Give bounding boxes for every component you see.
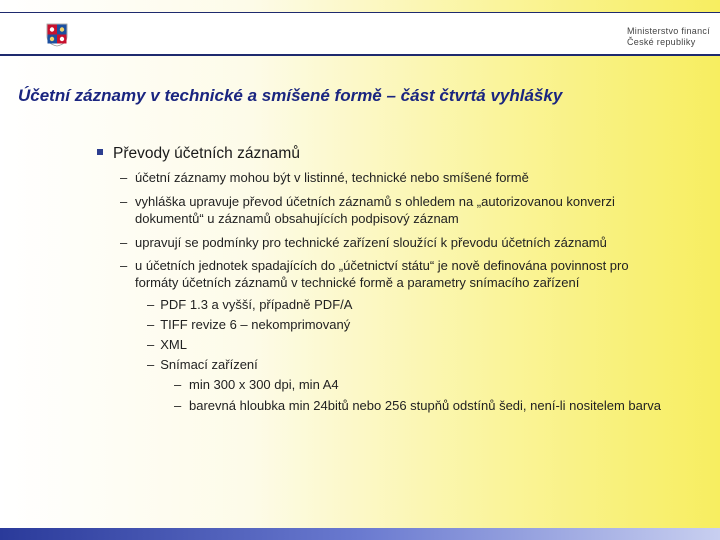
list-item [120, 169, 680, 186]
dash-marker: – [147, 297, 155, 312]
sub-list-item-text: TIFF revize 6 – nekomprimovaný [160, 317, 351, 332]
dash-marker: – [147, 357, 155, 372]
dash-marker: – [120, 170, 128, 185]
sub-list-item [147, 296, 352, 313]
footer-bar [0, 528, 720, 540]
list-item-text: účetní záznamy mohou být v listinné, technické nebo smíšené formě [135, 170, 529, 185]
czech-coat-of-arms-icon [46, 23, 68, 47]
list-item-text: vyhláška upravuje převod účetních záznamů s ohledem na „autorizovanou konverzi dokumentů“ u záznamů obsahujících podpisový záznam [135, 194, 615, 226]
sub-list-item [147, 316, 350, 333]
list-item [120, 234, 680, 251]
list-item-text: upravují se podmínky pro technické zařízení sloužící k převodu účetních záznamů [135, 235, 607, 250]
sub-list-item [147, 336, 187, 353]
list-item [120, 193, 680, 227]
list-item-text: u účetních jednotek spadajících do „účetnictví státu“ je nově definována povinnost pro formáty účetních záznamů v technické formě a parametry snímacího zařízení [135, 258, 629, 290]
ministry-name [627, 26, 710, 48]
dash-marker: – [120, 235, 128, 250]
sub-sub-list-item [174, 397, 674, 414]
list-item [120, 257, 680, 291]
sub-list-item-text: PDF 1.3 a vyšší, případně PDF/A [160, 297, 353, 312]
sub-list-item-text: XML [160, 337, 187, 352]
dash-marker: – [174, 377, 182, 392]
sub-sub-list-item [174, 376, 674, 393]
dash-marker: – [120, 194, 128, 209]
sub-sub-list-item-text: min 300 x 300 dpi, min A4 [189, 377, 339, 392]
ministry-line-1: Ministerstvo financí [626, 26, 710, 36]
dash-marker: – [147, 317, 155, 332]
sub-list-item-text: Snímací zařízení [160, 357, 258, 372]
slide-title: Účetní záznamy v technické a smíšené formě – část čtvrtá vyhlášky [18, 86, 563, 105]
dash-marker: – [147, 337, 155, 352]
header-bar [0, 12, 720, 56]
ministry-line-2: České republiky [626, 37, 696, 47]
main-bullet-text: Převody účetních záznamů [113, 145, 300, 162]
sub-list-item [147, 356, 258, 373]
main-bullet [97, 145, 300, 163]
sub-sub-list-item-text: barevná hloubka min 24bitů nebo 256 stupňů odstínů šedi, není-li nositelem barva [189, 398, 661, 413]
square-bullet-icon [97, 149, 103, 155]
dash-marker: – [120, 258, 128, 273]
dash-marker: – [174, 398, 182, 413]
